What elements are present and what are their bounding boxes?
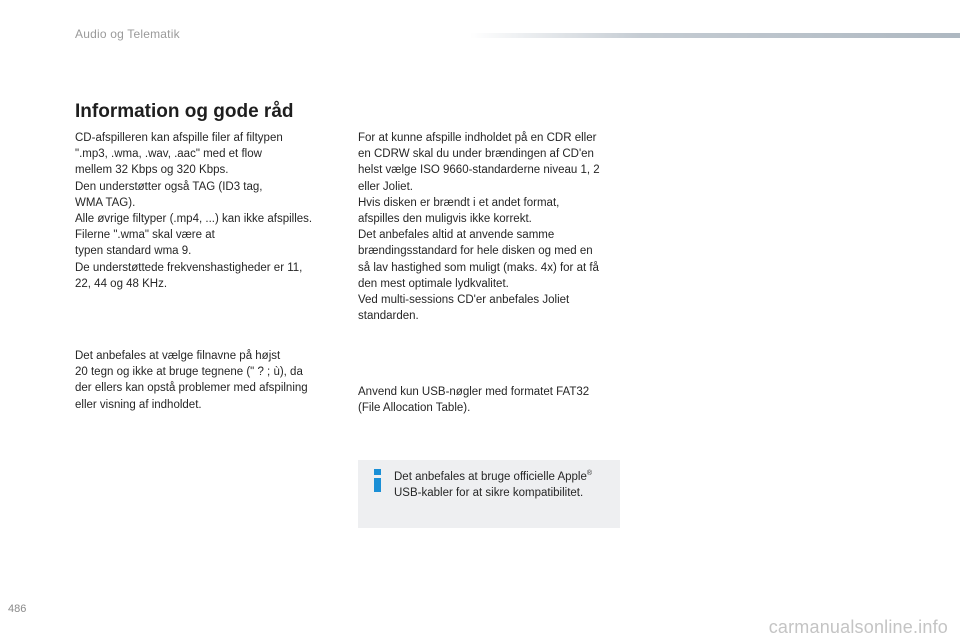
header-divider-bar [470,33,960,38]
text-line: så lav hastighed som muligt (maks. 4x) for at få [358,261,599,274]
text-line: Det anbefales altid at anvende samme [358,229,555,242]
text-line: CD-afspilleren kan afspille filer af filtypen [75,132,283,144]
text-line: (File Allocation Table). [358,402,471,415]
text-line: 22, 44 og 48 KHz. [75,277,168,290]
text-line: WMA TAG). [75,196,136,209]
left-paragraph-file-types [75,130,345,292]
text-line: Hvis disken er brændt i et andet format, [358,196,560,209]
text-line: eller visning af indholdet. [75,398,202,411]
page-number: 486 [8,603,27,615]
text-line: Filerne ".wma" skal være at [75,229,215,242]
text-line: 20 tegn og ikke at bruge tegnene (" ? ; ù), da [75,366,303,379]
text-line: Alle øvrige filtyper (.mp4, ...) kan ikke afspilles. [75,213,313,226]
text-line: brændingsstandard for hele disken og med en [358,245,593,258]
text-line: Den understøtter også TAG (ID3 tag, [75,180,263,193]
info-line: Det anbefales at bruge officielle Apple® [394,470,593,483]
info-icon [370,469,384,491]
header-title: Audio og Telematik [75,27,180,41]
text-line: typen standard wma 9. [75,245,192,258]
text-line: De understøttede frekvenshastigheder er 11, [75,261,303,274]
text-line: helst vælge ISO 9660-standarderne niveau 1, 2 [358,164,600,177]
text-line: standarden. [358,310,419,323]
text-line: den mest optimale lydkvalitet. [358,277,509,290]
left-paragraph-filenames [75,348,345,413]
text-line: der ellers kan opstå problemer med afspilning [75,382,308,395]
page-title: Information og gode råd [75,101,294,122]
text-line: afspilles den muligvis ikke korrekt. [358,213,532,226]
text-line: ".mp3, .wma, .wav, .aac" med et flow [75,148,262,161]
info-line: USB-kabler for at sikre kompatibilitet. [394,487,584,500]
info-callout-box [358,460,620,528]
text-line: Anvend kun USB-nøgler med formatet FAT32 [358,386,590,398]
info-callout-text [394,469,592,501]
text-line: For at kunne afspille indholdet på en CDR eller [358,132,597,144]
text-line: mellem 32 Kbps og 320 Kbps. [75,164,229,177]
text-line: en CDRW skal du under brændingen af CD'en [358,148,594,161]
text-line: Det anbefales at vælge filnavne på højst [75,350,281,362]
right-paragraph-cd-burning [358,130,623,324]
watermark-text: carmanualsonline.info [768,617,948,637]
right-paragraph-usb-format [358,384,623,416]
text-line: Ved multi-sessions CD'er anbefales Joliet [358,294,570,307]
text-line: eller Joliet. [358,180,413,193]
